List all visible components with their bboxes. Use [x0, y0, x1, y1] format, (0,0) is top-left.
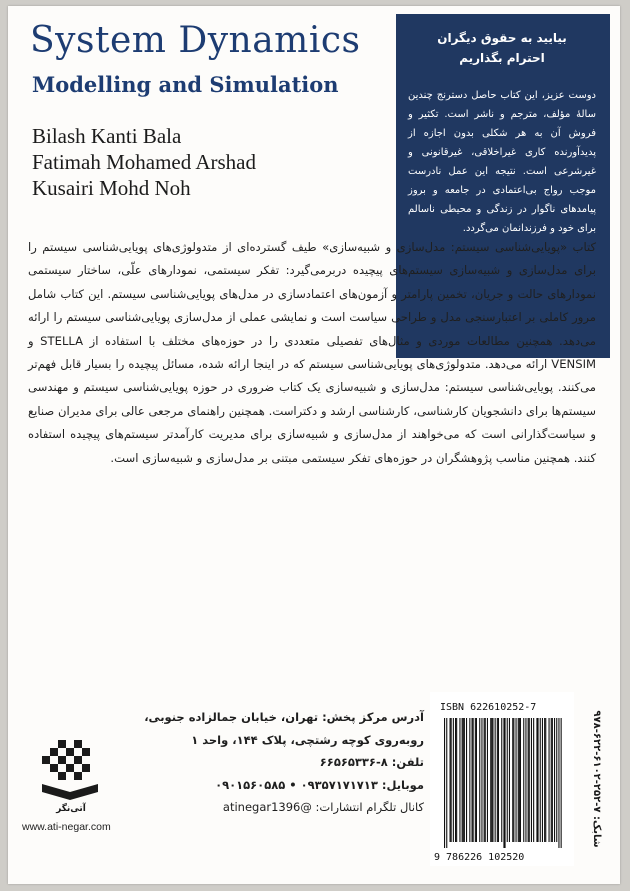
barcode-bar — [473, 718, 474, 842]
barcode-bar — [476, 718, 477, 842]
barcode-bar — [444, 718, 445, 848]
book-subtitle: Modelling and Simulation — [32, 72, 339, 97]
barcode-bar — [512, 718, 513, 842]
barcode-bar — [501, 718, 502, 842]
barcode-bar — [495, 718, 496, 842]
barcode-bar — [450, 718, 451, 842]
book-title: System Dynamics — [30, 20, 361, 61]
barcode-bar — [536, 718, 537, 842]
barcode-bar — [552, 718, 553, 842]
barcode-bar — [561, 718, 562, 848]
barcode-bar — [472, 718, 473, 842]
barcode-bar — [542, 718, 543, 842]
barcode-bar — [513, 718, 514, 842]
barcode-bar — [485, 718, 486, 842]
barcode-bar — [545, 718, 546, 842]
barcode-bar — [518, 718, 519, 842]
barcode-bar — [463, 718, 464, 842]
barcode-bar — [462, 718, 463, 842]
barcode-bar — [492, 718, 493, 842]
barcode-bar — [544, 718, 545, 842]
barcode-bar — [519, 718, 520, 842]
barcode-bar — [509, 718, 510, 842]
barcode — [430, 692, 574, 866]
barcode-bar — [497, 718, 498, 842]
barcode-bar — [464, 718, 465, 842]
notice-text: دوست عزیز، این کتاب حاصل دسترنج چندین سالهٔ مؤلف، مترجم و ناشر است. تکثیر و فروش آن به هر شکلی بدون اجازه از پدیدآورنده کاری غیراخلاقی، غیرقانونی و غیرشرعی است. نتیجه این عمل نادرست موجب رواج بی‌اعتمادی در جامعه و بروز پیامدهای ناگوار در زندگی و محیطی ناسالم برای خود و فرزندانمان می‌گردد. — [408, 90, 596, 234]
notice-heading — [408, 28, 596, 68]
barcode-bar — [453, 718, 454, 842]
barcode-bar — [507, 718, 508, 842]
publisher-website: www.ati-negar.com — [22, 821, 111, 833]
barcode-bar — [475, 718, 476, 842]
barcode-bar — [469, 718, 470, 842]
barcode-bar — [549, 718, 550, 842]
barcode-bar — [523, 718, 524, 842]
barcode-bar — [481, 718, 482, 842]
barcode-bar — [459, 718, 460, 842]
barcode-bar — [551, 718, 552, 842]
barcode-bar — [466, 718, 467, 842]
barcode-graphic — [430, 692, 574, 866]
publisher-logo-icon — [36, 734, 106, 814]
isbn-side-label — [574, 692, 610, 866]
barcode-bar — [556, 718, 557, 842]
barcode-bar — [554, 718, 555, 842]
barcode-bar — [525, 718, 526, 842]
barcode-bar — [528, 718, 529, 842]
barcode-bar — [490, 718, 491, 842]
barcode-bar — [531, 718, 532, 842]
barcode-bar — [484, 718, 485, 842]
barcode-bar — [446, 718, 447, 848]
barcode-bar — [538, 718, 539, 842]
description-paragraph-2: پویایی‌شناسی سیستم: مدل‌سازی و شبیه‌سازی یک کتاب ضروری در حوزه پویایی‌شناسی سیستم و مهندسی سیستم‌ها برای دانشجویان کارشناسی، کارشناسی ارشد و دکتراست. همچنین راهنمای مرجعی عالی برای مدیران صنایع و سیاست‌گذارانی است که می‌خواهند از مدل‌سازی و شبیه‌سازی برای مدیریت کارآمدتر سیستم‌های پیچیده استفاده کنند. همچنین مناسب پژوهشگران در حوزه‌های تفکر سیستمی مبتنی بر مدل‌سازی و شبیه‌سازی است. — [28, 380, 596, 465]
mobile-number: موبایل: ۰۹۳۵۷۱۷۱۷۱۳ • ۰۹۰۱۵۶۰۵۸۵ — [215, 777, 424, 792]
barcode-bar — [456, 718, 457, 842]
barcode-bar — [451, 718, 452, 842]
book-description — [28, 236, 596, 470]
phone-number: تلفن: ۸-۶۶۵۶۵۳۳۶ — [319, 755, 424, 769]
barcode-bar — [505, 718, 506, 848]
publisher-contact — [142, 706, 424, 819]
barcode-bar — [455, 718, 456, 842]
barcode-bar — [487, 718, 488, 842]
address-line-2: روبه‌روی کوچه رشتچی، پلاک ۱۴۴، واحد ۱ — [191, 732, 424, 747]
barcode-bar — [540, 718, 541, 842]
address-line-1: آدرس مرکز پخش: تهران، خیابان جمالزاده جنوبی، — [144, 710, 424, 724]
logo-wordmark: آتی‌نگر — [56, 804, 86, 814]
isbn-top-text: ISBN 622610252-7 — [440, 702, 537, 713]
isbn-side-text: شابک: ۷-۲۵۲-۶۱۰۲-۶۲۲-۹۷۸ — [591, 710, 602, 848]
author-2: Fatimah Mohamed Arshad — [32, 150, 256, 174]
notice-heading-line-1: بیایید به حقوق دیگران — [437, 31, 567, 45]
barcode-bar — [479, 718, 480, 842]
barcode-bar — [491, 718, 492, 842]
barcode-bar — [516, 718, 517, 842]
notice-heading-line-2: احترام بگذاریم — [459, 51, 545, 65]
barcode-bar — [533, 718, 534, 842]
author-1: Bilash Kanti Bala — [32, 124, 182, 148]
author-3: Kusairi Mohd Noh — [32, 176, 191, 200]
barcode-bar — [558, 718, 559, 848]
description-paragraph-1: کتاب «پویایی‌شناسی سیستم: مدل‌سازی و شبیه‌سازی» طیف گسترده‌ای از متدولوژی‌های پویایی‌شناسی سیستم را برای مدل‌سازی و شبیه‌سازی سیستم‌های پیچیده دربرمی‌گیرد: تفکر سیستمی، نمودارهای علّی، ساختار سیستمی نمودارهای حالت و جریان، تخمین پارامتر و آزمون‌های اعتمادسازی در مدل‌های پویایی‌شناسی سیستم. این کتاب شامل مرور کاملی بر اعتبارسنجی مدل و طراحی سیاست است و نمایشی عملی از مدل‌سازی پویایی‌شناسی سیستم را ارائه می‌دهد. همچنین مطالعات موردی و مثال‌های تفصیلی متعددی را در حوزه‌های مختلف با استفاده از STELLA و VENSIM ارائه می‌دهد. متدولوژی‌های پویایی‌شناسی سیستم که در اینجا ارائه شده، مسائل پیچیده را بسیار قابل فهم‌تر می‌کنند. — [28, 240, 596, 395]
telegram-channel: کانال تلگرام انتشارات: @atinegar1396 — [222, 800, 424, 814]
ean-digits: 9 786226 102520 — [434, 852, 525, 863]
barcode-bar — [529, 718, 530, 842]
back-cover — [8, 6, 620, 884]
barcode-bar — [498, 718, 499, 842]
barcode-bar — [503, 718, 504, 848]
barcode-bar — [520, 718, 521, 842]
